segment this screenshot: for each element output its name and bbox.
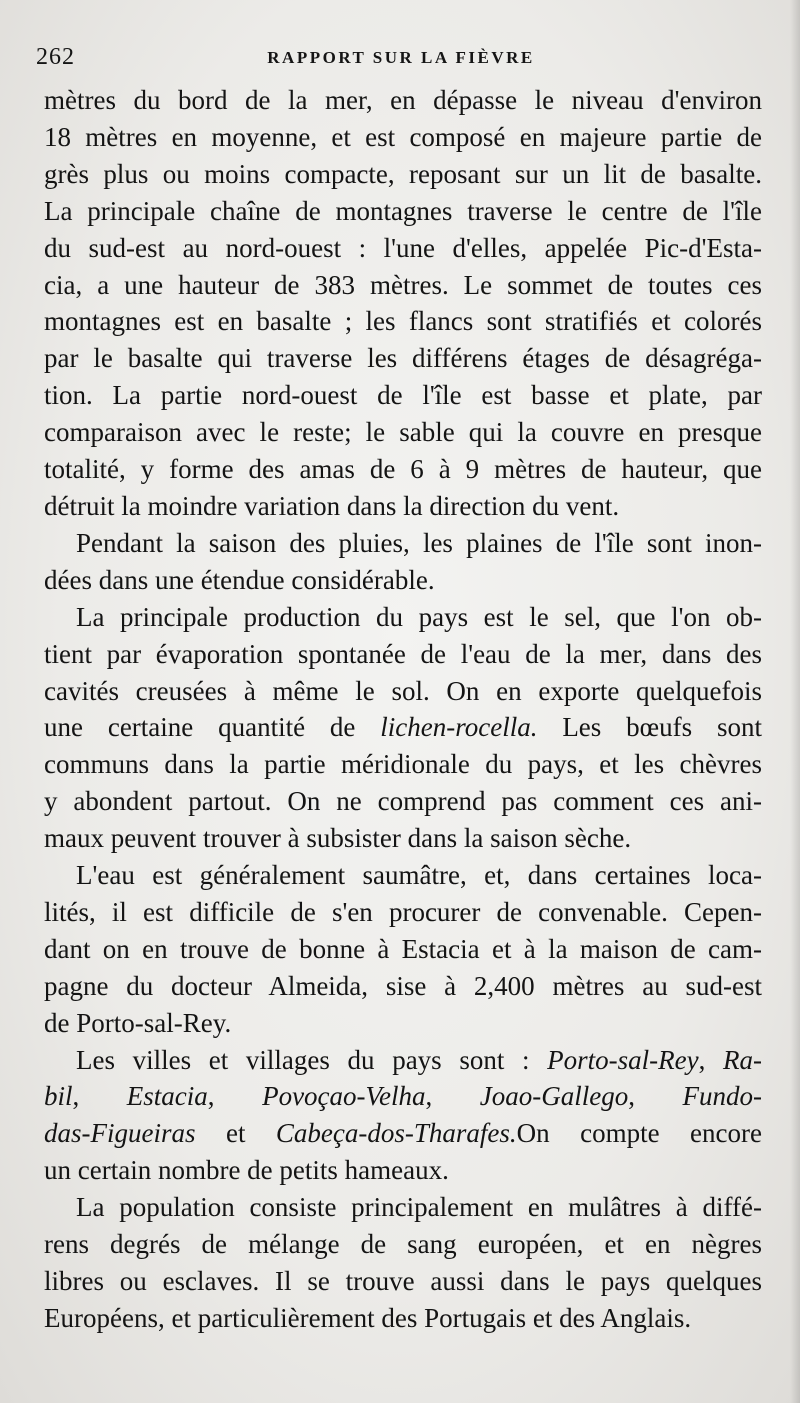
text-line: comparaison avec le reste; le sable qui la couvre en presque bbox=[44, 417, 762, 448]
text-line: Pendant la saison des pluies, les plaines de l'île sont inon- bbox=[76, 527, 762, 558]
italic-term: Joao-Gallego bbox=[479, 1081, 629, 1112]
italic-term: Cabeça-dos-Tharafes. bbox=[275, 1118, 517, 1149]
text-line: y abondent partout. On ne comprend pas comment ces ani- bbox=[44, 786, 762, 817]
text-line: bil, Estacia, Povoçao-Velha, Joao-Gallego, Fundo- bbox=[44, 1081, 763, 1112]
italic-term: lichen-rocella. bbox=[380, 712, 538, 743]
paragraph bbox=[44, 599, 762, 857]
text-line: La principale production du pays est le sel, que l'on ob- bbox=[76, 601, 762, 632]
text-line: La population consiste principalement en mulâtres à diffé- bbox=[76, 1192, 762, 1223]
text-line: une certaine quantité de lichen-rocella. Les bœufs sont bbox=[44, 712, 762, 743]
text-line: détruit la moindre variation dans la direction du vent. bbox=[44, 490, 620, 521]
paragraph bbox=[44, 857, 762, 1042]
text-line: La principale chaîne de montagnes traverse le centre de l'île bbox=[44, 195, 762, 226]
text-line: lités, il est difficile de s'en procurer de convenable. Cepen- bbox=[44, 896, 762, 927]
text-line: tion. La partie nord-ouest de l'île est basse et plate, par bbox=[44, 380, 762, 411]
text-line: Les villes et villages du pays sont : Porto-sal-Rey, Ra- bbox=[76, 1044, 762, 1075]
italic-term: Povoçao-Velha bbox=[262, 1081, 426, 1112]
text-line: totalité, y forme des amas de 6 à 9 mètres de hauteur, que bbox=[44, 454, 762, 485]
text-line: Européens, et particulièrement des Portugais et des Anglais. bbox=[44, 1302, 692, 1333]
paragraph bbox=[44, 525, 762, 599]
text-line: pagne du docteur Almeida, sise à 2,400 mètres au sud-est bbox=[44, 970, 762, 1001]
page-gutter-shadow bbox=[790, 0, 800, 1403]
text-line: cia, a une hauteur de 383 mètres. Le sommet de toutes ces bbox=[44, 269, 762, 300]
text-line: libres ou esclaves. Il se trouve aussi dans le pays quelques bbox=[44, 1266, 762, 1296]
page-number: 262 bbox=[36, 44, 75, 70]
text-line: 18 mètres en moyenne, et est composé en majeure partie de bbox=[44, 121, 762, 152]
italic-term: Ra- bbox=[723, 1044, 762, 1075]
text-line: grès plus ou moins compacte, reposant sur un lit de basalte. bbox=[44, 158, 762, 189]
text-line: communs dans la partie méridionale du pays, et les chèvres bbox=[44, 749, 762, 780]
running-title: RAPPORT SUR LA FIÈVRE bbox=[267, 48, 535, 67]
text-line: tient par évaporation spontanée de l'eau de la mer, dans des bbox=[44, 638, 762, 669]
text-line: du sud-est au nord-ouest : l'une d'elles, appelée Pic-d'Esta- bbox=[44, 232, 762, 263]
italic-term: das-Figueiras bbox=[44, 1118, 196, 1149]
page-header bbox=[36, 42, 766, 72]
text-line: rens degrés de mélange de sang européen, et en nègres bbox=[44, 1229, 762, 1260]
paragraph bbox=[44, 1042, 762, 1190]
text-line: dant on en trouve de bonne à Estacia et à la maison de cam- bbox=[44, 933, 762, 964]
italic-term: bil bbox=[44, 1081, 73, 1112]
text-line: de Porto-sal-Rey. bbox=[44, 1007, 232, 1038]
paragraph bbox=[44, 1189, 762, 1337]
text-line: maux peuvent trouver à subsister dans la saison sèche. bbox=[44, 823, 632, 854]
italic-term: Porto-sal-Rey bbox=[547, 1044, 699, 1075]
text-line: montagnes est en basalte ; les flancs sont stratifiés et colorés bbox=[44, 306, 762, 337]
text-line: cavités creusées à même le sol. On en exporte quelquefois bbox=[44, 675, 762, 706]
italic-term: Estacia bbox=[126, 1081, 208, 1112]
text-line: das-Figueiras et Cabeça-dos-Tharafes.On compte encore bbox=[44, 1118, 762, 1149]
text-line: un certain nombre de petits hameaux. bbox=[44, 1155, 449, 1186]
italic-term: Fundo- bbox=[682, 1081, 763, 1112]
text-line: par le basalte qui traverse les différens étages de désagréga- bbox=[44, 343, 762, 374]
text-line: L'eau est généralement saumâtre, et, dans certaines loca- bbox=[76, 860, 762, 891]
text-line: mètres du bord de la mer, en dépasse le niveau d'environ bbox=[44, 85, 762, 115]
paragraph bbox=[44, 82, 762, 525]
body-text bbox=[44, 82, 762, 1337]
text-line: dées dans une étendue considérable. bbox=[44, 564, 435, 595]
